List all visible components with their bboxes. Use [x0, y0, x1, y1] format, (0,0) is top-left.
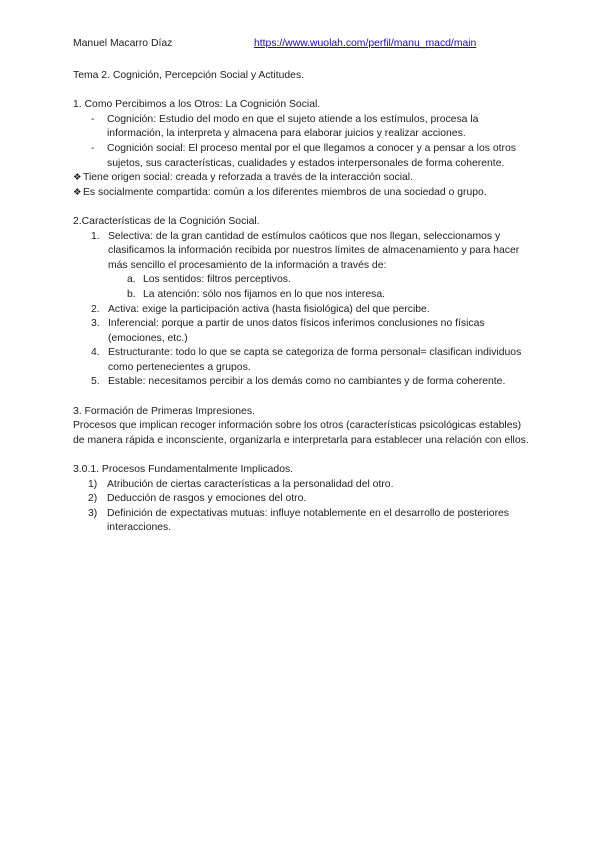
dash-marker: -: [91, 113, 95, 125]
section-3-paragraph: Procesos que implican recoger información sobre los otros (características psicológicas estables) de manera rápida e inconsciente, organizarla e interpretarla para establecer una relación con ellos.: [73, 420, 529, 446]
list-item-text: La atención: sólo nos fijamos en lo que nos interesa.: [143, 288, 386, 300]
document-body: [73, 69, 529, 536]
list-item: [73, 303, 529, 318]
list-item: [73, 317, 529, 346]
number-marker: 3.: [91, 318, 100, 330]
section-3-heading: 3. Formación de Primeras Impresiones.: [73, 405, 255, 417]
author-name: Manuel Macarro Díaz: [73, 38, 173, 49]
list-item: [73, 507, 529, 536]
list-item-text: Activa: exige la participación activa (hasta fisiológica) del que percibe.: [108, 303, 430, 315]
list-item-text: Cognición: Estudio del modo en que el sujeto atiende a los estímulos, procesa la información, la interpreta y almacena para elaborar juicios y realizar acciones.: [107, 113, 479, 140]
list-item: [73, 186, 529, 201]
number-marker: 2.: [91, 303, 100, 315]
document-title: Tema 2. Cognición, Percepción Social y Actitudes.: [73, 70, 305, 81]
list-item-text: Tiene origen social: creada y reforzada a través de la interacción social.: [83, 172, 413, 184]
number-marker: 1): [88, 478, 98, 490]
list-item: [73, 142, 529, 171]
list-item-text: Cognición social: El proceso mental por el que llegamos a conocer y a pensar a los otros sujetos, sus características, cualidades y estados interpersonales de forma coherente.: [107, 142, 516, 169]
section-301-heading: 3.0.1. Procesos Fundamentalmente Implicados.: [73, 464, 294, 476]
list-item-text: Los sentidos: filtros perceptivos.: [143, 274, 291, 286]
list-item: [73, 113, 529, 142]
list-item: [73, 171, 529, 186]
letter-marker: a.: [127, 274, 136, 286]
number-marker: 3): [88, 507, 98, 519]
list-item-text: Deducción de rasgos y emociones del otro.: [107, 493, 307, 505]
page-header: [73, 37, 533, 53]
number-marker: 2): [88, 493, 98, 505]
number-marker: 4.: [91, 347, 100, 359]
list-item-text: Inferencial: porque a partir de unos datos físicos inferimos conclusiones no físicas (emociones, etc.): [108, 318, 485, 344]
section-1-heading: 1. Como Percibimos a los Otros: La Cognición Social.: [73, 99, 321, 111]
list-item-text: Atribución de ciertas características a la personalidad del otro.: [107, 478, 394, 490]
list-item: [73, 230, 529, 274]
list-item-text: Definición de expectativas mutuas: influye notablemente en el desarrollo de posteriores interacciones.: [107, 507, 510, 534]
letter-marker: b.: [127, 288, 136, 300]
number-marker: 1.: [91, 230, 100, 242]
diamond-bullet-icon: ❖: [73, 186, 82, 198]
list-item-text: Es socialmente compartida: común a los diferentes miembros de una sociedad o grupo.: [83, 186, 487, 198]
list-item: [73, 288, 529, 303]
list-item-text: Estructurante: todo lo que se capta se categoriza de forma personal= clasifican individuos como pertenecientes a grupos.: [108, 347, 522, 373]
dash-marker: -: [91, 142, 95, 154]
number-marker: 5.: [91, 376, 100, 388]
list-item: [73, 375, 529, 390]
list-item: [73, 492, 529, 507]
profile-link[interactable]: https://www.wuolah.com/perfil/manu_macd/main: [254, 38, 477, 49]
diamond-bullet-icon: ❖: [73, 172, 82, 184]
section-2-heading: 2.Características de la Cognición Social.: [73, 215, 260, 227]
list-item-text: Estable: necesitamos percibir a los demás como no cambiantes y de forma coherente.: [108, 376, 506, 388]
list-item: [73, 478, 529, 493]
list-item-text: Selectiva: de la gran cantidad de estímulos caóticos que nos llegan, seleccionamos y clasificamos la información recibida por nuestros límites de almacenamiento y para hacer más sencillo el procesamiento de la información a través de:: [108, 230, 520, 271]
list-item: [73, 346, 529, 375]
list-item: [73, 273, 529, 288]
